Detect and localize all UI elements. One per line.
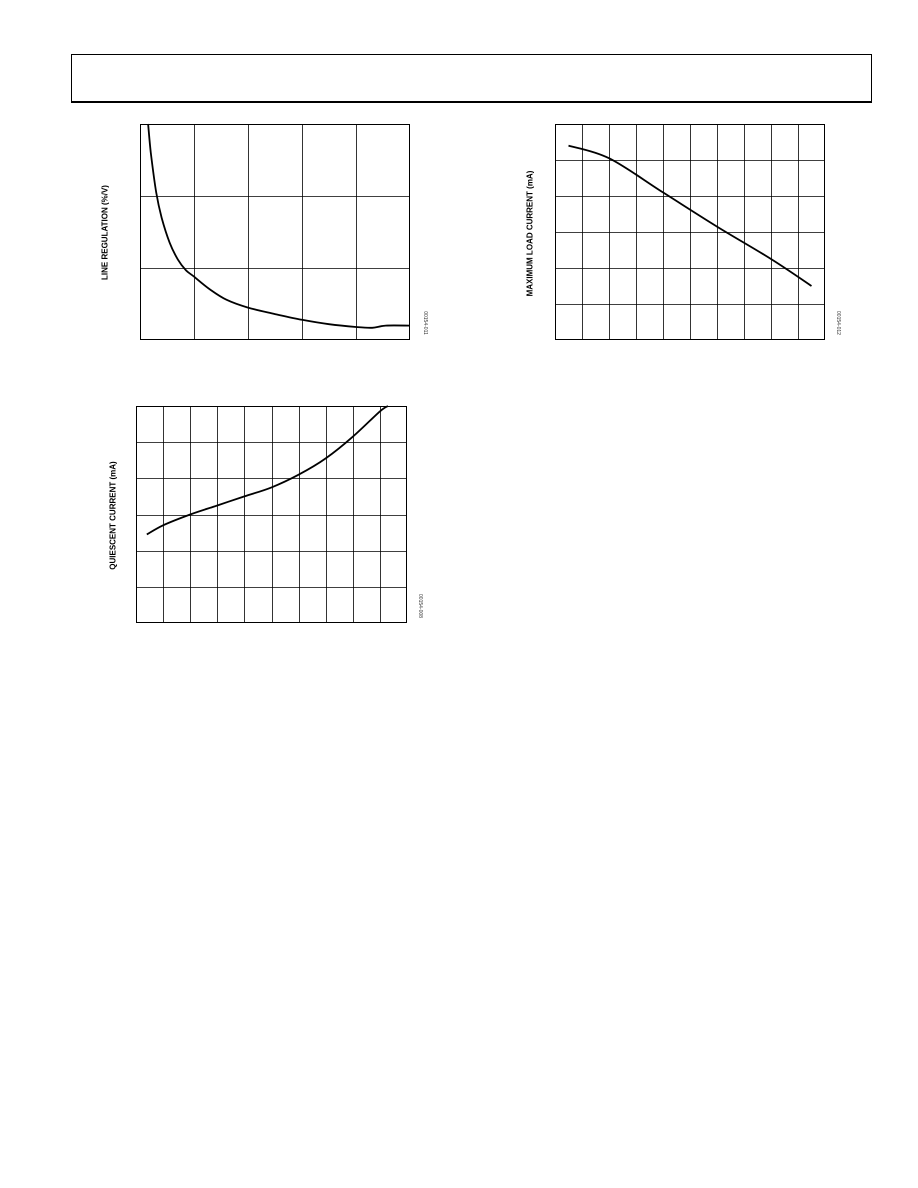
chart-3-y-axis-label: QUIESCENT CURRENT (mA) [108, 461, 118, 570]
chart-3-figure-id: 00154-008 [417, 594, 423, 618]
chart-2-frame [556, 125, 825, 340]
chart-2-series-line-0 [569, 146, 812, 286]
chart-3-plot [136, 406, 407, 623]
chart-1-figure-id: 00154-011 [422, 311, 428, 335]
page-header-box [71, 54, 872, 103]
chart-1-plot [140, 124, 410, 340]
chart-1-frame [141, 125, 410, 340]
chart-1-series-line-0 [148, 124, 410, 328]
chart-3-frame [137, 407, 407, 623]
chart-1-y-axis-label: LINE REGULATION (%/V) [100, 185, 110, 280]
chart-2-plot [555, 124, 825, 340]
chart-2-y-axis-label: MAXIMUM LOAD CURRENT (mA) [525, 170, 535, 297]
chart-2-figure-id: 00154-012 [835, 311, 841, 335]
